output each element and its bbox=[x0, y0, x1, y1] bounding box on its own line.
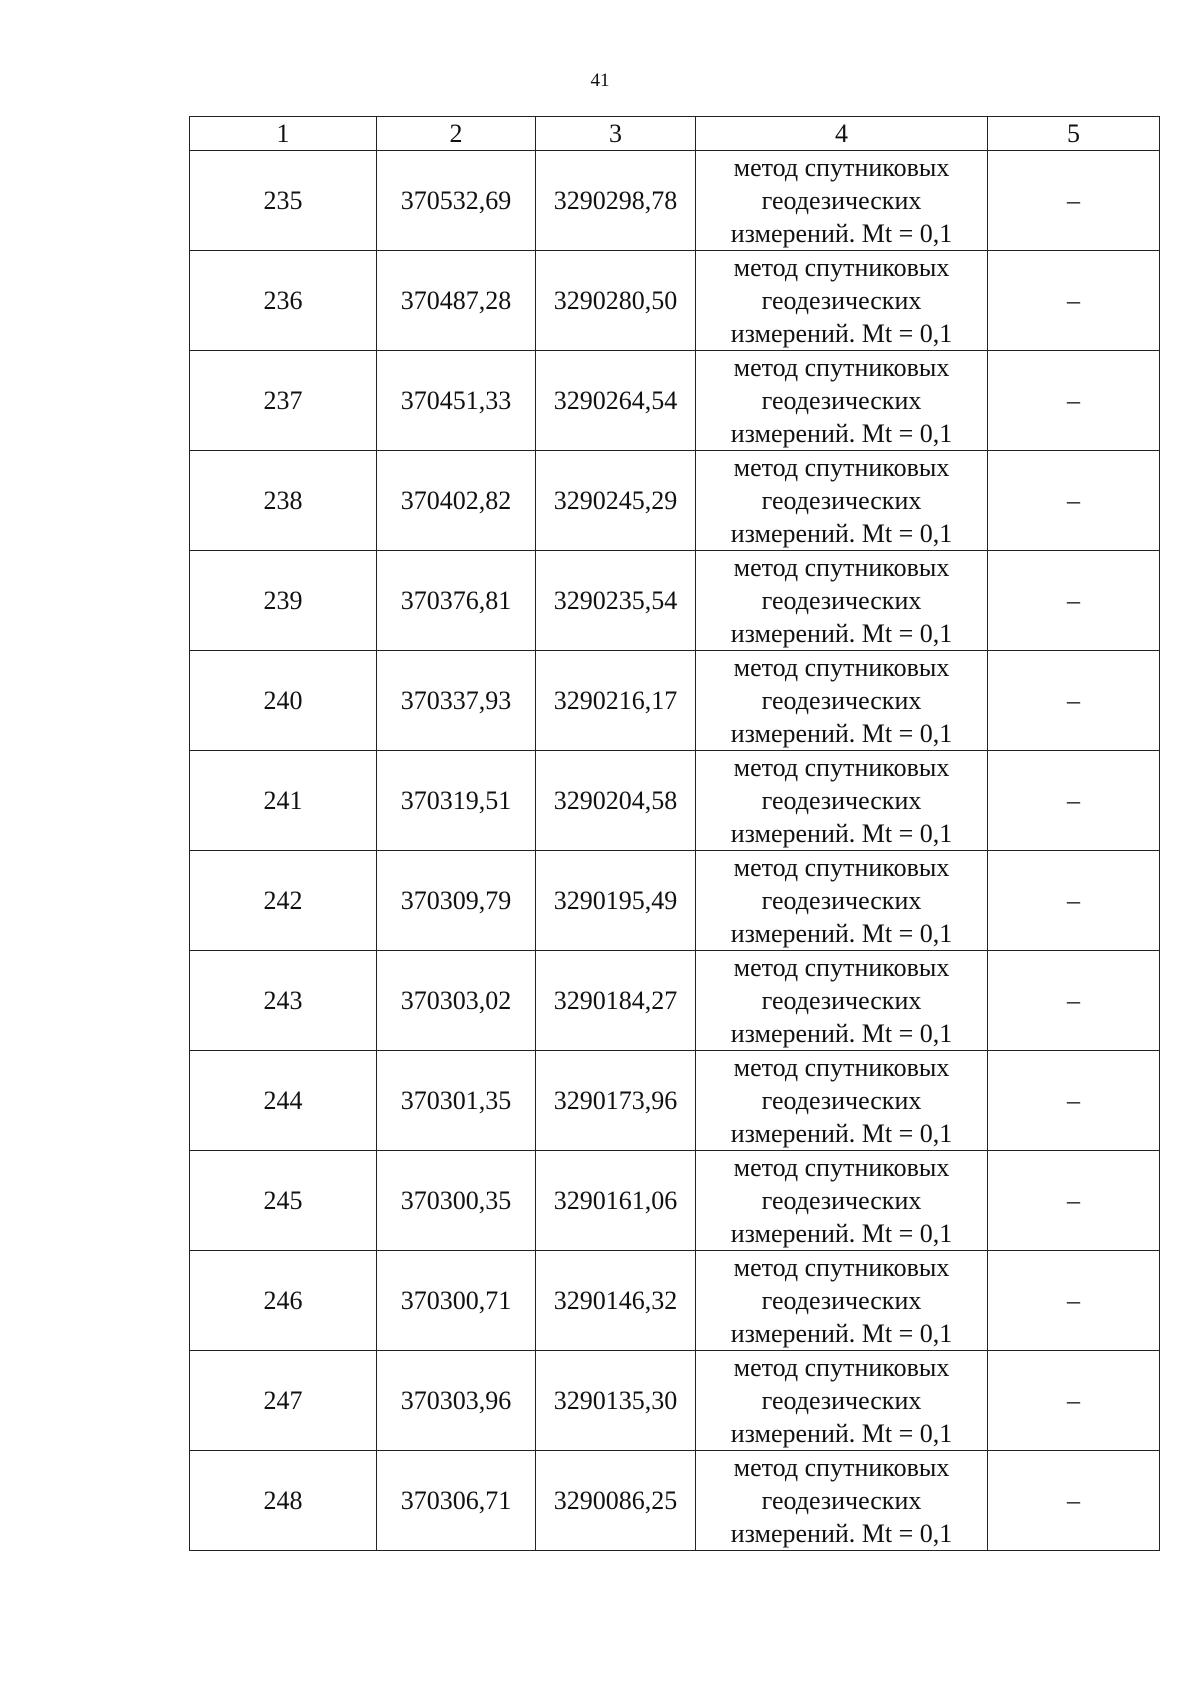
method-line: геодезических bbox=[761, 886, 922, 915]
coordinate-y-cell: 3290135,30 bbox=[536, 1351, 696, 1451]
coordinate-x-cell: 370532,69 bbox=[377, 151, 536, 251]
method-line: измерений. Mt = 0,1 bbox=[730, 619, 953, 648]
method-line: измерений. Mt = 0,1 bbox=[730, 1419, 953, 1448]
point-number-cell: 243 bbox=[190, 951, 377, 1051]
header-row bbox=[190, 117, 1160, 151]
table-header bbox=[190, 117, 1160, 151]
coordinate-x-cell: 370487,28 bbox=[377, 251, 536, 351]
table-body bbox=[190, 151, 1160, 1551]
method-cell bbox=[696, 251, 988, 351]
header-col-3: 3 bbox=[536, 117, 696, 151]
note-cell: – bbox=[988, 1051, 1160, 1151]
method-line: измерений. Mt = 0,1 bbox=[730, 1019, 953, 1048]
method-line: измерений. Mt = 0,1 bbox=[730, 919, 953, 948]
method-line: метод спутниковых bbox=[733, 1153, 950, 1182]
point-number-cell: 240 bbox=[190, 651, 377, 751]
note-cell: – bbox=[988, 851, 1160, 951]
method-line: геодезических bbox=[761, 1286, 922, 1315]
point-number-cell: 245 bbox=[190, 1151, 377, 1251]
table-row bbox=[190, 1251, 1160, 1351]
method-line: метод спутниковых bbox=[733, 753, 950, 782]
table-row bbox=[190, 551, 1160, 651]
method-cell bbox=[696, 851, 988, 951]
point-number-cell: 247 bbox=[190, 1351, 377, 1451]
table-row bbox=[190, 751, 1160, 851]
coordinate-y-cell: 3290298,78 bbox=[536, 151, 696, 251]
method-line: измерений. Mt = 0,1 bbox=[730, 1319, 953, 1348]
method-line: измерений. Mt = 0,1 bbox=[730, 419, 953, 448]
note-cell: – bbox=[988, 251, 1160, 351]
table-row bbox=[190, 1351, 1160, 1451]
method-cell bbox=[696, 151, 988, 251]
method-line: метод спутниковых bbox=[733, 653, 950, 682]
coordinate-y-cell: 3290264,54 bbox=[536, 351, 696, 451]
method-line: геодезических bbox=[761, 786, 922, 815]
note-cell: – bbox=[988, 351, 1160, 451]
method-line: метод спутниковых bbox=[733, 953, 950, 982]
coordinates-table bbox=[189, 116, 1160, 1551]
table-row bbox=[190, 151, 1160, 251]
note-cell: – bbox=[988, 1151, 1160, 1251]
coordinate-y-cell: 3290146,32 bbox=[536, 1251, 696, 1351]
note-cell: – bbox=[988, 751, 1160, 851]
coordinate-y-cell: 3290204,58 bbox=[536, 751, 696, 851]
method-line: измерений. Mt = 0,1 bbox=[730, 519, 953, 548]
coordinate-y-cell: 3290195,49 bbox=[536, 851, 696, 951]
coordinate-y-cell: 3290235,54 bbox=[536, 551, 696, 651]
point-number-cell: 235 bbox=[190, 151, 377, 251]
coordinate-x-cell: 370300,71 bbox=[377, 1251, 536, 1351]
header-col-2: 2 bbox=[377, 117, 536, 151]
method-line: метод спутниковых bbox=[733, 1253, 950, 1282]
method-line: метод спутниковых bbox=[733, 253, 950, 282]
note-cell: – bbox=[988, 651, 1160, 751]
method-cell bbox=[696, 751, 988, 851]
coordinate-y-cell: 3290280,50 bbox=[536, 251, 696, 351]
method-line: геодезических bbox=[761, 1186, 922, 1215]
header-col-5: 5 bbox=[988, 117, 1160, 151]
method-line: метод спутниковых bbox=[733, 153, 950, 182]
point-number-cell: 238 bbox=[190, 451, 377, 551]
coordinate-x-cell: 370309,79 bbox=[377, 851, 536, 951]
method-line: геодезических bbox=[761, 1386, 922, 1415]
method-line: геодезических bbox=[761, 486, 922, 515]
coordinate-y-cell: 3290216,17 bbox=[536, 651, 696, 751]
header-col-1: 1 bbox=[190, 117, 377, 151]
coordinate-y-cell: 3290173,96 bbox=[536, 1051, 696, 1151]
note-cell: – bbox=[988, 1451, 1160, 1551]
method-cell bbox=[696, 1251, 988, 1351]
coordinate-x-cell: 370402,82 bbox=[377, 451, 536, 551]
coordinate-x-cell: 370376,81 bbox=[377, 551, 536, 651]
method-line: измерений. Mt = 0,1 bbox=[730, 1219, 953, 1248]
table-row bbox=[190, 1051, 1160, 1151]
point-number-cell: 246 bbox=[190, 1251, 377, 1351]
method-line: метод спутниковых bbox=[733, 453, 950, 482]
point-number-cell: 244 bbox=[190, 1051, 377, 1151]
table-row bbox=[190, 351, 1160, 451]
method-line: метод спутниковых bbox=[733, 1053, 950, 1082]
coordinate-x-cell: 370451,33 bbox=[377, 351, 536, 451]
method-line: геодезических bbox=[761, 1086, 922, 1115]
note-cell: – bbox=[988, 151, 1160, 251]
method-line: геодезических bbox=[761, 386, 922, 415]
method-cell bbox=[696, 1351, 988, 1451]
point-number-cell: 237 bbox=[190, 351, 377, 451]
header-col-4: 4 bbox=[696, 117, 988, 151]
method-line: измерений. Mt = 0,1 bbox=[730, 819, 953, 848]
note-cell: – bbox=[988, 1251, 1160, 1351]
method-line: измерений. Mt = 0,1 bbox=[730, 1519, 953, 1548]
method-cell bbox=[696, 1151, 988, 1251]
page-number: 41 bbox=[590, 70, 610, 91]
method-line: измерений. Mt = 0,1 bbox=[730, 719, 953, 748]
method-line: геодезических bbox=[761, 186, 922, 215]
method-line: метод спутниковых bbox=[733, 353, 950, 382]
method-cell bbox=[696, 951, 988, 1051]
method-line: геодезических bbox=[761, 686, 922, 715]
coordinate-x-cell: 370306,71 bbox=[377, 1451, 536, 1551]
coordinate-x-cell: 370319,51 bbox=[377, 751, 536, 851]
point-number-cell: 242 bbox=[190, 851, 377, 951]
coordinate-y-cell: 3290184,27 bbox=[536, 951, 696, 1051]
method-cell bbox=[696, 351, 988, 451]
method-cell bbox=[696, 451, 988, 551]
note-cell: – bbox=[988, 1351, 1160, 1451]
table-row bbox=[190, 1451, 1160, 1551]
note-cell: – bbox=[988, 451, 1160, 551]
table-row bbox=[190, 651, 1160, 751]
coordinate-x-cell: 370303,96 bbox=[377, 1351, 536, 1451]
method-line: метод спутниковых bbox=[733, 1453, 950, 1482]
method-line: геодезических bbox=[761, 586, 922, 615]
method-cell bbox=[696, 1451, 988, 1551]
method-line: геодезических bbox=[761, 1486, 922, 1515]
table-row bbox=[190, 851, 1160, 951]
method-line: измерений. Mt = 0,1 bbox=[730, 219, 953, 248]
method-line: метод спутниковых bbox=[733, 1353, 950, 1382]
method-line: измерений. Mt = 0,1 bbox=[730, 1119, 953, 1148]
coordinate-y-cell: 3290245,29 bbox=[536, 451, 696, 551]
point-number-cell: 239 bbox=[190, 551, 377, 651]
coordinate-x-cell: 370301,35 bbox=[377, 1051, 536, 1151]
coordinate-y-cell: 3290161,06 bbox=[536, 1151, 696, 1251]
note-cell: – bbox=[988, 951, 1160, 1051]
method-line: измерений. Mt = 0,1 bbox=[730, 319, 953, 348]
table-row bbox=[190, 1151, 1160, 1251]
point-number-cell: 236 bbox=[190, 251, 377, 351]
coordinate-x-cell: 370337,93 bbox=[377, 651, 536, 751]
method-line: метод спутниковых bbox=[733, 553, 950, 582]
point-number-cell: 241 bbox=[190, 751, 377, 851]
method-cell bbox=[696, 1051, 988, 1151]
point-number-cell: 248 bbox=[190, 1451, 377, 1551]
table-row bbox=[190, 451, 1160, 551]
coordinate-x-cell: 370303,02 bbox=[377, 951, 536, 1051]
table-row bbox=[190, 251, 1160, 351]
method-cell bbox=[696, 651, 988, 751]
method-cell bbox=[696, 551, 988, 651]
coordinate-y-cell: 3290086,25 bbox=[536, 1451, 696, 1551]
method-line: метод спутниковых bbox=[733, 853, 950, 882]
method-line: геодезических bbox=[761, 986, 922, 1015]
note-cell: – bbox=[988, 551, 1160, 651]
table-row bbox=[190, 951, 1160, 1051]
coordinate-x-cell: 370300,35 bbox=[377, 1151, 536, 1251]
method-line: геодезических bbox=[761, 286, 922, 315]
